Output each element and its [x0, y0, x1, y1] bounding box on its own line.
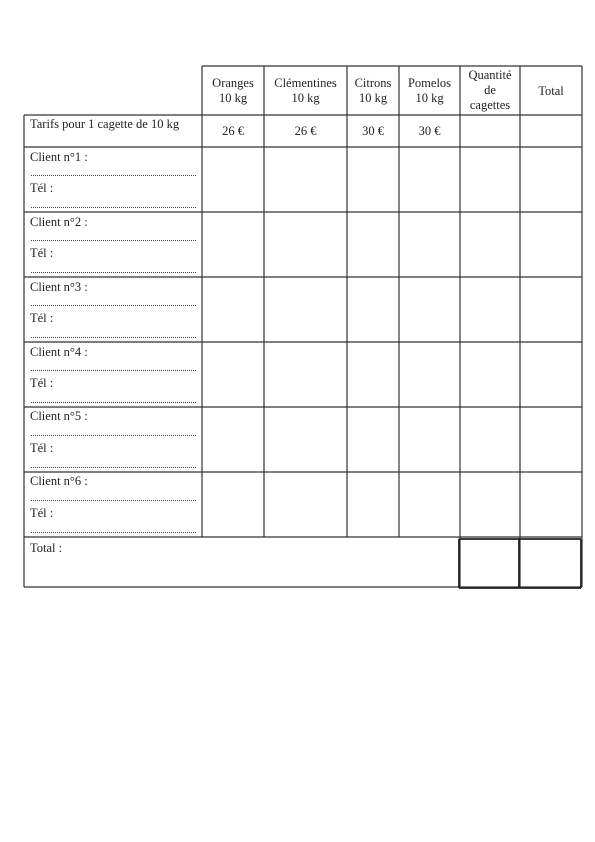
tel-dotted-line[interactable] — [31, 402, 196, 403]
header-pomelos: Pomelos 10 kg — [407, 76, 452, 105]
name-dotted-line[interactable] — [31, 175, 196, 176]
header-quantite: Quantité de cagettes — [468, 68, 512, 112]
tel-label: Tél : — [30, 441, 54, 455]
header-citrons: Citrons 10 kg — [354, 76, 392, 105]
tel-dotted-line[interactable] — [31, 337, 196, 338]
tel-dotted-line[interactable] — [31, 532, 196, 533]
price-oranges: 26 € — [222, 124, 244, 138]
total-label: Total : — [30, 541, 63, 555]
tel-label: Tél : — [30, 506, 54, 520]
price-clementines: 26 € — [294, 124, 317, 138]
client-label: Client n°6 : — [30, 474, 88, 488]
name-dotted-line[interactable] — [31, 305, 196, 306]
price-citrons: 30 € — [362, 124, 384, 138]
tel-label: Tél : — [30, 376, 54, 390]
tarif-label: Tarifs pour 1 cagette de 10 kg — [30, 117, 180, 131]
name-dotted-line[interactable] — [31, 240, 196, 241]
client-label: Client n°5 : — [30, 409, 88, 423]
client-label: Client n°1 : — [30, 150, 88, 164]
tel-dotted-line[interactable] — [31, 207, 196, 208]
tel-label: Tél : — [30, 181, 54, 195]
tel-label: Tél : — [30, 246, 54, 260]
client-label: Client n°4 : — [30, 345, 88, 359]
header-oranges: Oranges 10 kg — [212, 76, 254, 105]
name-dotted-line[interactable] — [31, 500, 196, 501]
tel-dotted-line[interactable] — [31, 272, 196, 273]
name-dotted-line[interactable] — [31, 435, 196, 436]
header-clementines: Clémentines 10 kg — [274, 76, 337, 105]
client-label: Client n°2 : — [30, 215, 88, 229]
price-pomelos: 30 € — [418, 124, 441, 138]
client-label: Client n°3 : — [30, 280, 88, 294]
tel-dotted-line[interactable] — [31, 467, 196, 468]
tel-label: Tél : — [30, 311, 54, 325]
header-total: Total — [538, 84, 564, 98]
name-dotted-line[interactable] — [31, 370, 196, 371]
